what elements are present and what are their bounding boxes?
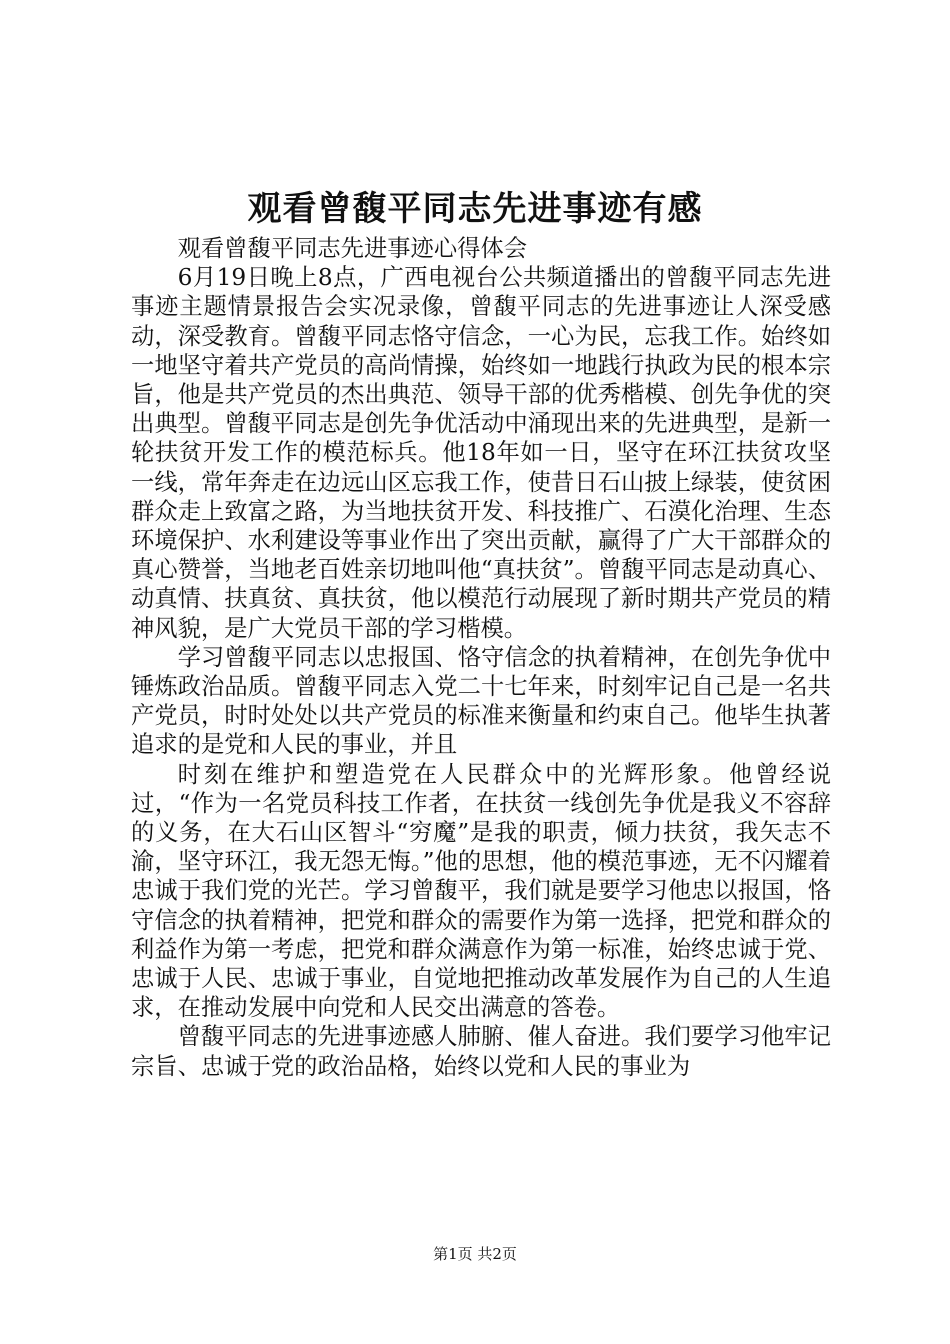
document-subtitle: 观看曾馥平同志先进事迹心得体会 — [177, 235, 528, 262]
paragraph: 时刻在维护和塑造党在人民群众中的光辉形象。他曾经说过，“作为一名党员科技工作者，在扶贫一线创先争优是我义不容辞的义务，在大石山区智斗“穷魔”是我的职责，倾力扶贫，我矢志不渝，坚守环江，我无怨无悔。”他的思想，他的模范事迹，无不闪耀着忠诚于我们党的光芒。学习曾馥平，我们就是要学习他忠以报国，恪守信念的执着精神，把党和群众的需要作为第一选择，把党和群众的利益作为第一考虑，把党和群众满意作为第一标准，始终忠诚于党、忠诚于人民、忠诚于事业，自觉地把推动改革发展作为自己的人生追求，在推动发展中向党和人民交出满意的答卷。 — [131, 760, 831, 1022]
document-body — [131, 234, 831, 1081]
page-indicator: 第1页 共2页 — [433, 1245, 517, 1263]
paragraph: 曾馥平同志的先进事迹感人肺腑、催人奋进。我们要学习他牢记宗旨、忠诚于党的政治品格，始终以党和人民的事业为 — [131, 1023, 831, 1080]
page-footer — [0, 1244, 950, 1264]
paragraph: 学习曾馥平同志以忠报国、恪守信念的执着精神，在创先争优中锤炼政治品质。曾馥平同志入党二十七年来，时刻牢记自己是一名共产党员，时时处处以共产党员的标准来衡量和约束自己。他毕生执著追求的是党和人民的事业，并且 — [131, 643, 831, 759]
paragraph: 6月19日晚上8点，广西电视台公共频道播出的曾馥平同志先进事迹主题情景报告会实况录像，曾馥平同志的先进事迹让人深受感动，深受教育。曾馥平同志恪守信念，一心为民，忘我工作。始终如一地坚守着共产党员的高尚情操，始终如一地践行执政为民的根本宗旨，他是共产党员的杰出典范、领导干部的优秀楷模、创先争优的突出典型。曾馥平同志是创先争优活动中涌现出来的先进典型，是新一轮扶贫开发工作的模范标兵。他18年如一日，坚守在环江扶贫攻坚一线，常年奔走在边远山区忘我工作，使昔日石山披上绿装，使贫困群众走上致富之路，为当地扶贫开发、科技推广、石漠化治理、生态环境保护、水利建设等事业作出了突出贡献，赢得了广大干部群众的真心赞誉，当地老百姓亲切地叫他“真扶贫”。曾馥平同志是动真心、动真情、扶真贫、真扶贫，他以模范行动展现了新时期共产党员的精神风貌，是广大党员干部的学习楷模。 — [131, 264, 831, 642]
document-title: 观看曾馥平同志先进事迹有感 — [247, 189, 703, 229]
